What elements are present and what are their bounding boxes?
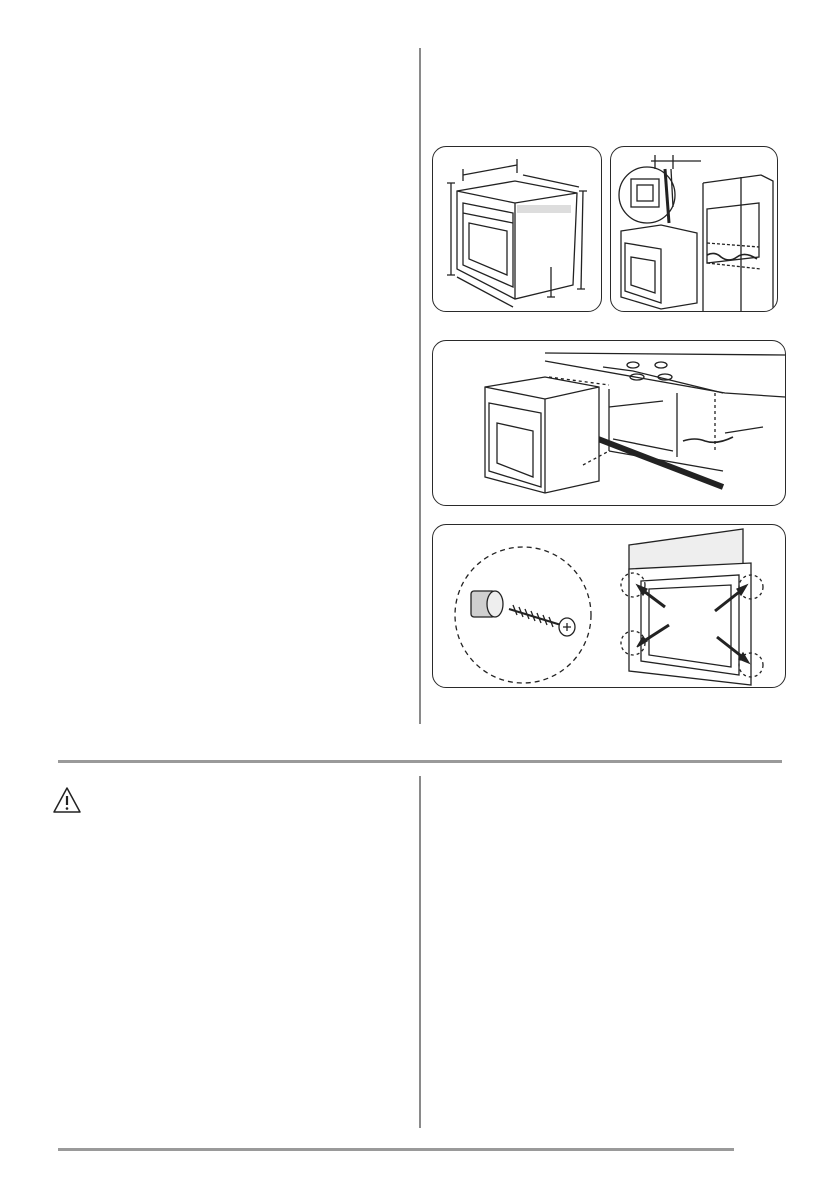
figure-fixing-screws bbox=[432, 524, 786, 688]
section-rule bbox=[58, 760, 782, 763]
figure-cabinet-column bbox=[610, 146, 778, 312]
column-divider-top bbox=[419, 48, 421, 724]
footer-rule bbox=[58, 1148, 734, 1151]
warning-triangle-icon bbox=[52, 786, 82, 814]
column-divider-bottom bbox=[419, 776, 421, 1128]
figure-oven-dimensions bbox=[432, 146, 602, 312]
figure-under-worktop bbox=[432, 340, 786, 506]
